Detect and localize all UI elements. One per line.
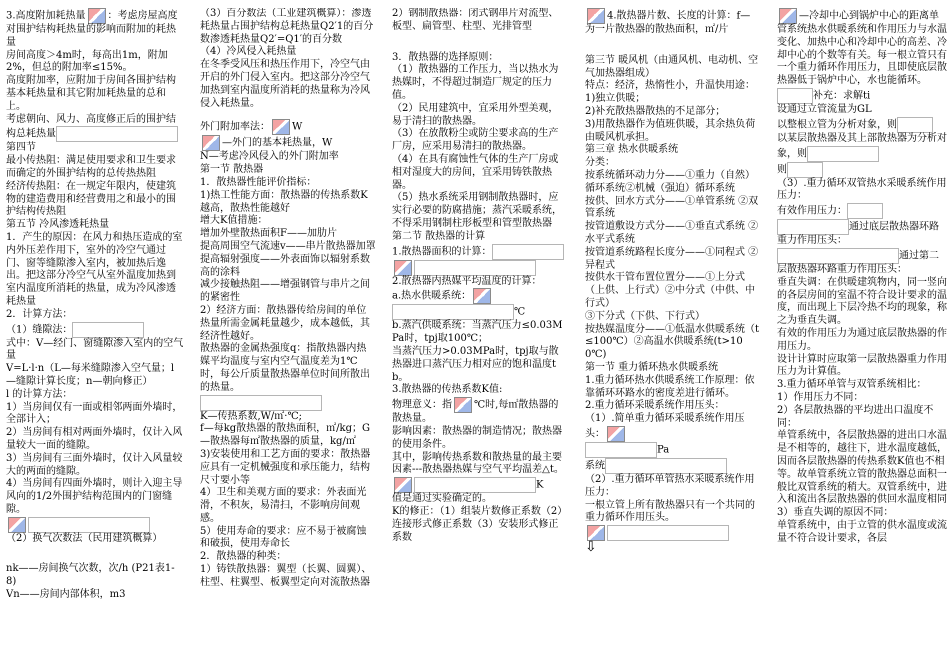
paragraph-text: ③下分式（下供、下行式） [585, 310, 705, 322]
paragraph-text: 2.散热器内热媒平均温度的计算： [392, 275, 542, 287]
text-paragraph [392, 320, 568, 346]
text-paragraph [392, 244, 568, 260]
text-paragraph [200, 411, 376, 424]
paragraph-text: 设通过立管流量为GL [777, 103, 872, 115]
paragraph-text: 2．计算方法： [6, 308, 73, 320]
text-paragraph [6, 155, 184, 181]
paragraph-text: 一根立管上所有散热器只有一个共同的重力循环作用压头。 [585, 499, 755, 524]
text-paragraph [200, 164, 376, 177]
text-paragraph [777, 248, 947, 277]
text-paragraph [585, 442, 760, 458]
text-paragraph [777, 430, 947, 507]
paragraph-text: （1）缝隙法： [6, 324, 73, 336]
text-paragraph [392, 397, 568, 426]
text-paragraph [6, 389, 184, 402]
formula-placeholder [777, 88, 813, 104]
paragraph-text: 提高辐射强度——外表面饰以辐射系数高的涂料 [200, 253, 370, 278]
paragraph-text: 单管系统中，各层散热器的进出口水温是不相等的，越往下，进水温度越低，因而各层散热器的传热系数K值也不相等。故单管系统立管的散热器总面积一般比双管系统的稍大。双管系统中，进入和流出各层散热器的供回水温度相同 [777, 430, 947, 506]
text-paragraph [6, 517, 184, 533]
paragraph-text: K—传热系数,W/㎡·℃; [200, 410, 303, 422]
text-paragraph [585, 525, 760, 541]
paragraph-text: 物理意义：指 [392, 399, 452, 411]
text-paragraph [200, 254, 376, 280]
paragraph-text: 分类： [585, 157, 615, 169]
paragraph-text: ⇩ [585, 539, 597, 556]
text-paragraph [200, 119, 376, 135]
paragraph-text: 房间高度＞4m时，每高出1m，附加2%，但总的附加率≤15%。 [6, 49, 168, 74]
paragraph-text: 3.散热器的传热系数K值: [392, 384, 503, 396]
text-paragraph [777, 104, 947, 117]
text-paragraph [585, 80, 760, 106]
text-paragraph [585, 311, 760, 324]
text-paragraph [6, 142, 184, 155]
paragraph-text: 有效作用压力： [777, 205, 847, 217]
paragraph-text-after: —冷却中心到锅炉中心的距离单管系统热水供暖系统和作用压力与水温变化、加热中心和冷却中心的高差、冷却中心的个数等有关。每一根立管只有一个重力循环作用压力，且即使底层散热器低于锅炉中心，水也能循环。 [777, 10, 947, 87]
text-paragraph [200, 564, 376, 590]
text-paragraph [6, 181, 184, 219]
text-paragraph [585, 221, 760, 247]
paragraph-text: （1）散热器的工作压力，当以热水为热媒时，不得超过制造厂规定的压力值。 [392, 64, 559, 101]
formula-placeholder [200, 395, 322, 411]
paragraph-text: 1）作用压力不同： [777, 391, 864, 403]
text-paragraph [585, 119, 760, 145]
text-paragraph [585, 458, 760, 474]
spacer [6, 545, 184, 563]
formula-placeholder [56, 126, 178, 142]
column-1 [6, 8, 184, 602]
text-paragraph [392, 506, 568, 544]
paragraph-text: 系统 [585, 460, 605, 472]
text-paragraph [6, 50, 184, 76]
paragraph-text: 高度附加率，应附加于房间各围护结构基本耗热量和其它附加耗热量的总和上。 [6, 75, 176, 112]
paragraph-text: 按热媒温度分——①低温水供暖系统（t≤100℃）②高温水供暖系统(t>100℃) [585, 323, 760, 361]
paragraph-text: 按管道系统路程长度分——①同程式 ②异程式 [585, 246, 759, 271]
paragraph-text: 2．散热器的种类： [200, 551, 287, 563]
text-paragraph [200, 305, 376, 343]
column-5 [777, 8, 947, 546]
text-paragraph [200, 190, 376, 216]
text-paragraph [6, 589, 184, 602]
text-paragraph [200, 423, 376, 449]
paragraph-text: 当蒸汽压力>0.03MPa时，tpj取与散热器进口蒸汽压力相对应的饱和温度tb。 [392, 345, 559, 383]
text-paragraph [585, 144, 760, 157]
paragraph-text: 3)用散热器作为值班供暖，其余热负荷由暖风机承担。 [585, 118, 756, 143]
paragraph-text-after: 4.散热器片数、长度的计算：f—为一片散热器的散热面积，㎡/片 [585, 10, 751, 35]
paragraph-text: 按管道敷设方式分——①垂直式系统 ②水平式系统 [585, 221, 759, 245]
text-paragraph [392, 346, 568, 384]
text-paragraph [392, 477, 568, 493]
text-paragraph [200, 59, 376, 110]
text-paragraph [392, 276, 568, 289]
formula-placeholder [777, 248, 899, 264]
paragraph-text-after: W [292, 121, 303, 133]
text-paragraph [585, 170, 760, 196]
paragraph-text: 增加外壁散热面积F——加肋片 [200, 228, 337, 240]
spacer [392, 34, 568, 52]
paragraph-text: 在冬季受风压和热压作用下，冷空气由开启的外门侵入室内。把这部分冷空气加热到室内温度所消耗的热量称为冷风侵入耗热量。 [200, 59, 370, 109]
text-paragraph [777, 520, 947, 546]
paragraph-text: 外门附加率法： [200, 121, 270, 133]
text-paragraph [777, 277, 947, 328]
text-paragraph [6, 563, 184, 589]
text-paragraph [6, 8, 184, 50]
text-paragraph [585, 324, 760, 362]
formula-placeholder [585, 442, 657, 458]
text-paragraph [6, 363, 184, 389]
text-paragraph [392, 231, 568, 244]
paragraph-text: 第三章 热水供暖系统 [585, 144, 679, 156]
paragraph-text: 以某层散热器及其上部散热器为分析对象，则 [777, 132, 947, 160]
paragraph-text: （2）民用建筑中，宜采用外型美观，易于清扫的散热器。 [392, 102, 559, 127]
paragraph-text-after: ℃ [514, 306, 526, 318]
text-paragraph [200, 449, 376, 487]
text-paragraph [585, 413, 760, 442]
text-paragraph [200, 526, 376, 552]
text-paragraph [200, 228, 376, 241]
text-paragraph [585, 375, 760, 401]
paragraph-text: 考虑朝向、风力、高度修正后的围护结构总耗热量 [6, 113, 176, 140]
paragraph-text: 2）当房间有相对两面外墙时，仅计入风量较大一面的缝隙。 [6, 427, 183, 451]
paragraph-text: 2）钢制散热器：闭式钢串片对流型、板型、扁管型、柱型、光排管型 [392, 8, 559, 32]
text-paragraph [585, 541, 760, 556]
paragraph-text-after: ：考虑房屋高度对围护结构耗热量的影响而附加的耗热量 [6, 10, 178, 48]
text-paragraph [392, 384, 568, 397]
text-paragraph [777, 8, 947, 88]
text-paragraph [777, 203, 947, 219]
text-paragraph [585, 362, 760, 375]
text-paragraph [392, 154, 568, 192]
paragraph-text: 则 [777, 164, 787, 176]
paragraph-text: （2）换气次数法（民用建筑概算） [6, 532, 163, 544]
paragraph-text-after: K [536, 479, 544, 491]
paragraph-text: 第一节 重力循环热水供暖系统 [585, 361, 719, 373]
paragraph-text: a.热水供暖系统： [392, 290, 472, 302]
text-paragraph [200, 395, 376, 411]
paragraph-text: 1．散热器性能评价指标： [200, 176, 317, 188]
text-paragraph [6, 114, 184, 143]
text-paragraph [392, 64, 568, 102]
paragraph-text: 第四节 [6, 142, 36, 154]
paragraph-text: 影响因素：散热器的制造情况；散热器的使用条件。 [392, 425, 562, 450]
paragraph-text: 2.重力循环采暖系统作用压头： [585, 400, 725, 412]
paragraph-text: b.蒸汽供暖系统：当蒸汽压力≤0.03MPa时，tpj取100℃； [392, 320, 563, 345]
paragraph-text: 第三节 暖风机（由通风机、电动机、空气加热器组成） [585, 54, 759, 79]
text-paragraph [392, 52, 568, 65]
text-paragraph [777, 117, 947, 133]
paragraph-text: 2)补充散热器散热的不足部分； [585, 105, 726, 117]
text-paragraph [585, 400, 760, 413]
paragraph-text-after: Pa [657, 444, 670, 456]
paragraph-text: 4）当房间有四面外墙时，则计入迎主导风向的1/2外围护结构范围内的门窗缝隙。 [6, 478, 183, 515]
formula-image-icon [473, 288, 491, 304]
paragraph-text: 3)安装使用和工艺方面的要求：散热器应具有一定机械强度和承压能力，结构尺寸要小等 [200, 448, 371, 486]
formula-image-icon [272, 119, 290, 135]
paragraph-text: 提高周围空气流速v——串片散热器加罩 [200, 240, 376, 252]
text-paragraph [777, 162, 947, 178]
text-paragraph [585, 500, 760, 526]
paragraph-text: 按供、回水方式分——①单管系统 ②双管系统 [585, 195, 759, 220]
formula-placeholder [28, 517, 150, 533]
text-paragraph [392, 103, 568, 129]
paragraph-text: （4）在具有腐蚀性气体的生产厂房或相对湿度大的房间，宜采用铸铁散热器。 [392, 153, 559, 191]
paragraph-text: 4）卫生和美观方面的要求：外表面光滑，不积灰，易清扫，不影响房间观感。 [200, 487, 367, 524]
paragraph-text: 5）使用寿命的要求：应不易于被腐蚀和破损，使用寿命长 [200, 525, 367, 550]
text-paragraph [392, 493, 568, 506]
paragraph-text: f—每kg散热器的散热面积，㎡/kg；G—散热器每㎡散热器的质量，kg/㎡ [200, 423, 370, 448]
formula-placeholder [414, 260, 536, 276]
text-paragraph [392, 426, 568, 452]
paragraph-text: （4）冷风侵入耗热量 [200, 46, 297, 58]
text-paragraph [6, 338, 184, 364]
paragraph-text: V=L·l·n（L—每米缝隙渗入空气量；l—缝隙计算长度；n—朝向修正） [6, 363, 175, 387]
paragraph-text: 值是通过实验确定的。 [392, 493, 492, 505]
text-paragraph [777, 507, 947, 520]
paragraph-text-after: 通过第二层散热器环路重力作用压头： [777, 250, 939, 275]
paragraph-text: 有效的作用压力为通过底层散热器的作用压力。 [777, 327, 947, 352]
paragraph-text: 3．散热器的选择原则： [392, 51, 499, 63]
paragraph-text: 3）垂直失调的原因不同： [777, 507, 894, 519]
text-paragraph [6, 427, 184, 453]
text-paragraph [200, 46, 376, 59]
text-paragraph [6, 402, 184, 428]
formula-image-icon [454, 397, 472, 413]
text-paragraph [200, 279, 376, 305]
text-paragraph [392, 192, 568, 230]
paragraph-text-after: 通过底层散热器环路重力作用压头： [777, 221, 939, 247]
formula-placeholder [777, 219, 849, 235]
text-paragraph [6, 75, 184, 113]
paragraph-text: （3）百分数法（工业建筑概算）：渗透耗热量占围护结构总耗热量Q2′1的百分数渗透耗热量Q2′=Q1′的百分数 [200, 8, 374, 45]
text-paragraph [6, 478, 184, 516]
paragraph-text: 其中，影响传热系数和散热量的最主要因素---散热器热媒与空气平均温差△t。 [392, 451, 564, 476]
text-paragraph [200, 241, 376, 254]
formula-placeholder [807, 146, 879, 162]
text-paragraph [585, 196, 760, 222]
text-paragraph [200, 551, 376, 564]
paragraph-text: 2）各层散热器的平均进出口温度不同： [777, 404, 934, 429]
paragraph-text: （2）.重力循环单管热水采暖系统作用压力： [585, 473, 755, 498]
paragraph-text: （1）.简单重力循环采暖系统作用压头： [585, 413, 745, 440]
text-paragraph [200, 177, 376, 190]
column-2 [200, 8, 376, 590]
text-paragraph [392, 452, 568, 478]
text-paragraph [200, 151, 376, 164]
paragraph-text: （3）.重力循环双管热水采暖系统作用压力： [777, 177, 947, 202]
paragraph-text: 1)热工性能方面：散热器的传热系数K越高，散热性能越好 [200, 189, 368, 214]
text-paragraph [777, 88, 947, 104]
text-paragraph [200, 343, 376, 394]
paragraph-text: 3）当房间有三面外墙时，仅计入风量较大的两面的缝隙。 [6, 452, 183, 477]
formula-image-icon [394, 477, 412, 493]
column-3 [392, 8, 568, 544]
text-paragraph [585, 106, 760, 119]
paragraph-text: 1）铸铁散热器：翼型（长翼、圆翼）、柱型、柱翼型、板翼型定向对流散热器 [200, 564, 372, 588]
paragraph-text: （3）在放散粉尘或防尘要求高的生产厂房，应采用易清扫的散热器。 [392, 128, 559, 153]
paragraph-text: 设计计算时应取第一层散热器重力作用压力为计算值。 [777, 353, 947, 378]
text-paragraph [777, 219, 947, 248]
text-paragraph [585, 157, 760, 170]
text-paragraph [585, 8, 760, 37]
paragraph-text: 按供水干管布置位置分——①上分式（上供、上行式）②中分式（中供、中行式） [585, 272, 755, 309]
text-paragraph [777, 178, 947, 204]
formula-image-icon [587, 8, 605, 24]
text-paragraph [200, 135, 376, 151]
text-paragraph [392, 260, 568, 276]
text-paragraph [585, 247, 760, 273]
text-paragraph [200, 215, 376, 228]
text-paragraph [585, 474, 760, 500]
paragraph-text: 式中：V—经门、窗缝隙渗入室内的空气量 [6, 337, 184, 362]
paragraph-text: 1.重力循环热水供暖系统工作原理：依靠循环环路水的密度差进行循环。 [585, 374, 755, 399]
paragraph-text: 以整根立管为分析对象，则 [777, 119, 897, 131]
text-paragraph [6, 232, 184, 309]
text-paragraph [200, 487, 376, 525]
paragraph-text: nk——房间换气次数，次/h (P21表1-8) [6, 563, 175, 588]
formula-image-icon [202, 135, 220, 151]
text-paragraph [777, 392, 947, 405]
formula-image-icon [8, 517, 26, 533]
paragraph-text: 最小传热阻：满足使用要求和卫生要求而确定的外围护结构的总传热热阻 [6, 155, 176, 179]
spacer [585, 37, 760, 55]
paragraph-text: l 的计算方法： [6, 388, 73, 400]
formula-placeholder [605, 458, 727, 474]
formula-image-icon [607, 426, 625, 442]
text-paragraph [392, 288, 568, 304]
spacer [200, 110, 376, 119]
text-paragraph [777, 133, 947, 162]
text-paragraph [6, 322, 184, 338]
paragraph-text: Vn——房间内部体积，m3 [6, 589, 126, 601]
column-4 [585, 8, 760, 556]
paragraph-text: 1．产生的原因：在风力和热压造成的室内外压差作用下，室外的冷空气通过门、窗等缝隙渗入室内，被加热后逸出。把这部分冷空气从室外温度加热到室内温度所消耗的热量，成为冷风渗透耗热量 [6, 231, 183, 307]
paragraph-text-after: —外门的基本耗热量，W [222, 137, 333, 149]
paragraph-text: （5）热水系统采用钢制散热器时，应实行必要的防腐措施；蒸汽采暖系统，不得采用钢制柱形板型和管型散热器 [392, 192, 562, 229]
text-paragraph [777, 328, 947, 354]
text-paragraph [200, 8, 376, 46]
paragraph-text-after: ℃时,每㎡散热器的散热量。 [392, 399, 559, 425]
paragraph-text: 1.散热器面积的计算： [392, 246, 492, 258]
paragraph-text: 散热器的金属热强度q：指散热器内热媒平均温度与室内空气温度差为1℃时，每公斤质量散热器单位时间所散出的热量。 [200, 343, 370, 393]
paragraph-text: N—考虑冷风侵入的外门附加率 [200, 151, 339, 163]
formula-image-icon [88, 8, 106, 24]
paragraph-text: 垂直失调：在供暖建筑物内，同一竖向的各层房间的室温不符合设计要求的温度，而出现上下层冷热不均的现象，称之为垂直失调。 [777, 276, 947, 327]
formula-placeholder [607, 525, 729, 541]
formula-image-icon [394, 260, 412, 276]
text-paragraph [6, 219, 184, 232]
paragraph-text: 减少接触热阻——增强钢管与串片之间的紧密性 [200, 279, 370, 304]
text-paragraph [777, 405, 947, 431]
paragraph-text: K的修正：（1）组装片数修正系数（2）连接形式修正系数（3）安装形式修正系数 [392, 505, 568, 543]
paragraph-text-after: 补充：求解ti [813, 90, 871, 102]
paragraph-text: 增大K值措施： [200, 215, 268, 227]
paragraph-text: 第二节 散热器的计算 [392, 230, 486, 242]
paragraph-text: 第一节 散热器 [200, 164, 264, 176]
text-paragraph [392, 304, 568, 320]
formula-placeholder [392, 304, 514, 320]
paragraph-text: 按系统循环动力分——①重力（自然）循环系统②机械（强迫）循环系统 [585, 169, 755, 194]
formula-placeholder [492, 244, 564, 260]
formula-placeholder [847, 203, 883, 219]
paragraph-text: 3.重力循环单管与双管系统相比： [777, 379, 927, 391]
formula-placeholder [787, 162, 823, 178]
text-paragraph [777, 354, 947, 380]
paragraph-text: 1）当房间仅有一面或相邻两面外墙时，全部计入； [6, 401, 183, 426]
paragraph-text: 3.高度附加耗热量 [6, 10, 86, 22]
formula-placeholder [414, 477, 536, 493]
text-paragraph [6, 453, 184, 479]
text-paragraph [392, 8, 568, 34]
text-paragraph [585, 55, 760, 81]
text-paragraph [585, 272, 760, 310]
text-paragraph [6, 309, 184, 322]
paragraph-text: 经济传热阻：在一规定年限内，使建筑物的建造费用和经营费用之和最小的围护结构传热阻 [6, 180, 176, 218]
text-paragraph [777, 379, 947, 392]
formula-placeholder [897, 117, 933, 133]
text-paragraph [392, 128, 568, 154]
paragraph-text: 2）经济方面：散热器传给房间的单位热量所需金属耗量越少，成本越低，其经济性越好。 [200, 304, 370, 342]
paragraph-text: 单管系统中，由于立管的供水温度或流量不符合设计要求，各层 [777, 519, 947, 544]
formula-placeholder [72, 322, 144, 338]
paragraph-text: 特点：经济，热惰性小，升温快用途：1)独立供暖； [585, 80, 755, 105]
text-paragraph [6, 533, 184, 546]
formula-image-icon [779, 8, 797, 24]
paragraph-text: 第五节 冷风渗透耗热量 [6, 219, 110, 231]
